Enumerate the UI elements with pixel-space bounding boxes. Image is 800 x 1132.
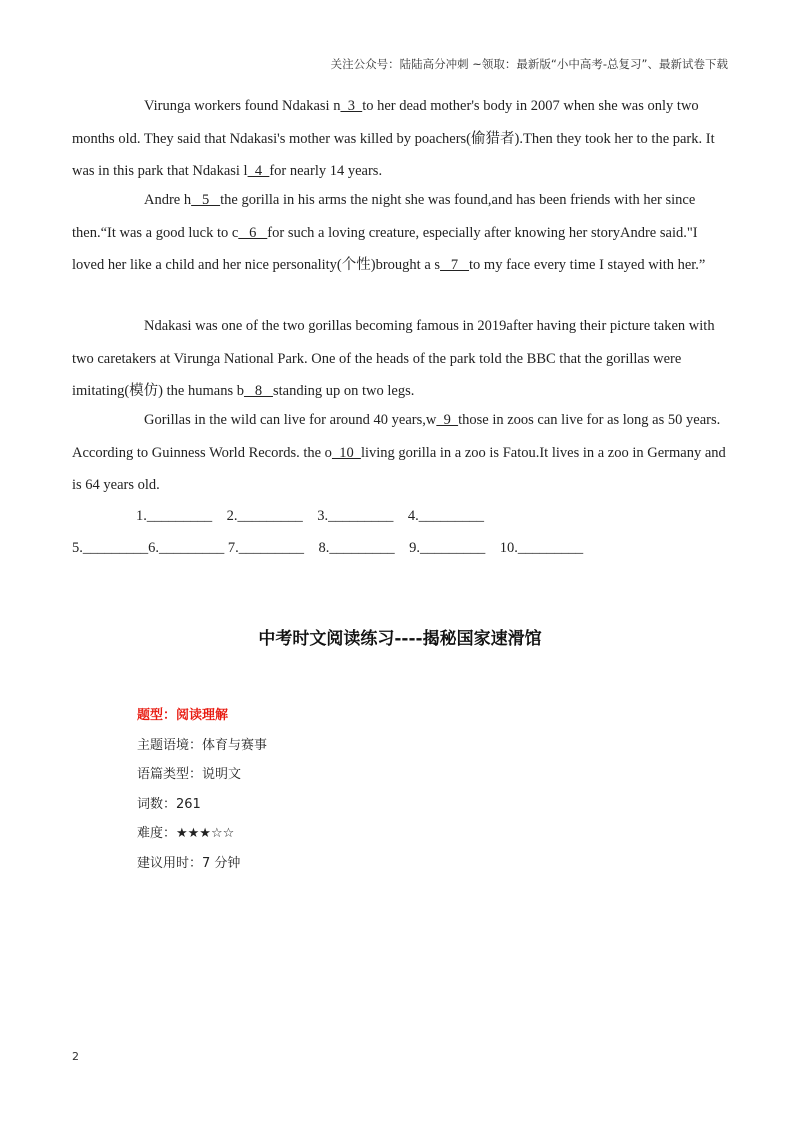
suggested-time: 建议用时：7 分钟 [137,856,241,871]
answer-row-2: 5._________6._________ 7._________ 8._________ 9._________ 10._________ [72,540,584,556]
paragraph-3: Ndakasi was one of the two gorillas becoming famous in 2019after having their picture taken with two caretakers at Virunga National Park. One of the heads of the park told the BBC that the gorillas were imitating(模仿) the humans b 8 standing up on two legs. [72,318,715,399]
page-number: 2 [72,1050,79,1063]
answer-row-1: 1._________ 2._________ 3._________ 4._________ [136,508,484,524]
blank-9: 9 [436,412,459,428]
blank-7: 7 [440,257,470,273]
paragraph-2: Andre h 5 the gorilla in his arms the night she was found,and has been friends with her since then.“It was a good luck to c 6 for such a loving creature, especially after knowing her storyAndre said."I loved her like a child and her nice personality(个性)brought a s 7 to my face every time I stayed with her.” [72,192,706,273]
paragraph-1: Virunga workers found Ndakasi n 3 to her dead mother's body in 2007 when she was only two months old. They said that Ndakasi's mother was killed by poachers(偷猎者).Then they took her to the park. It was in this park that Ndakasi l 4 for nearly 14 years. [72,98,715,179]
difficulty-rating: 难度：★★★☆☆ [137,826,235,841]
word-count: 词数：261 [137,797,201,812]
section-title: 中考时文阅读练习----揭秘国家速滑馆 [258,629,542,649]
theme-context: 主题语境：体育与赛事 [137,738,268,753]
blank-6: 6 [238,224,268,241]
text-genre: 语篇类型：说明文 [137,767,242,782]
blank-5: 5 [191,192,221,208]
page-header: 关注公众号：陆陆高分冲刺 ~领取：最新版“小中高考-总复习”、最新试卷下载 [330,57,728,71]
paragraph-4: Gorillas in the wild can live for around 40 years,w 9 those in zoos can live for as long as 50 years. According to Guinness World Records. the o 10 living gorilla in a zoo is Fatou.It lives in a zoo in Germany and is 64 years old. [72,412,726,493]
blank-8: 8 [243,383,273,399]
question-type: 题型：阅读理解 [137,708,229,723]
blank-10: 10 [331,444,361,461]
blank-4: 4 [247,163,270,179]
blank-3: 3 [340,98,363,114]
answer-lines [72,500,732,564]
